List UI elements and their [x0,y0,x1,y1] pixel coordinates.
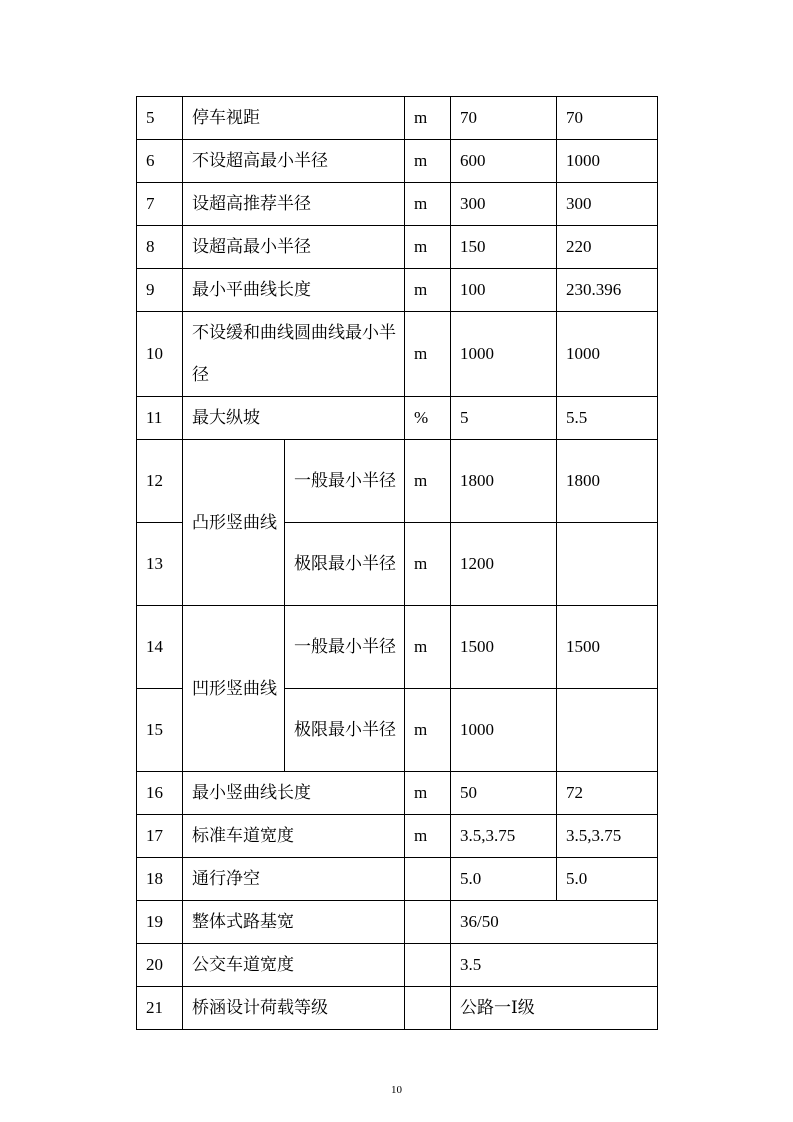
unit-cell: m [405,815,451,858]
table-row [137,183,658,226]
value-cell: 220 [557,226,658,269]
table-row [137,901,658,944]
value-cell [557,689,658,772]
value-cell: 1500 [557,606,658,689]
row-number: 5 [137,97,183,140]
row-number: 19 [137,901,183,944]
item-name: 最小平曲线长度 [183,269,405,312]
table-row [137,226,658,269]
item-name: 通行净空 [183,858,405,901]
row-number: 21 [137,987,183,1030]
unit-cell: m [405,140,451,183]
unit-cell [405,987,451,1030]
item-name: 标准车道宽度 [183,815,405,858]
page-number: 10 [391,1084,402,1096]
item-name: 极限最小半径 [285,689,405,772]
group-label: 凹形竖曲线 [183,606,285,772]
row-number: 18 [137,858,183,901]
value-cell: 1800 [557,440,658,523]
value-cell: 150 [451,226,557,269]
group-label: 凸形竖曲线 [183,440,285,606]
item-name: 最小竖曲线长度 [183,772,405,815]
item-name: 最大纵坡 [183,397,405,440]
table-row [137,312,658,397]
table-row [137,815,658,858]
row-number: 8 [137,226,183,269]
value-cell: 3.5 [451,944,658,987]
value-cell: 5.0 [557,858,658,901]
unit-cell [405,858,451,901]
value-cell: 5 [451,397,557,440]
table-row [137,606,658,689]
table-row [137,440,658,523]
item-name: 不设超高最小半径 [183,140,405,183]
row-number: 20 [137,944,183,987]
value-cell: 50 [451,772,557,815]
unit-cell: m [405,440,451,523]
item-name: 设超高推荐半径 [183,183,405,226]
value-cell: 1000 [451,312,557,397]
value-cell: 70 [557,97,658,140]
value-cell: 1000 [557,312,658,397]
value-cell: 1200 [451,523,557,606]
unit-cell: m [405,226,451,269]
item-name: 不设缓和曲线圆曲线最小半径 [183,312,405,397]
table-row [137,858,658,901]
row-number: 9 [137,269,183,312]
item-name: 桥涵设计荷载等级 [183,987,405,1030]
value-cell: 100 [451,269,557,312]
value-cell: 600 [451,140,557,183]
item-name: 一般最小半径 [285,606,405,689]
table-row [137,140,658,183]
row-number: 16 [137,772,183,815]
item-name: 整体式路基宽 [183,901,405,944]
item-name: 停车视距 [183,97,405,140]
value-cell: 5.5 [557,397,658,440]
row-number: 10 [137,312,183,397]
table-row [137,987,658,1030]
unit-cell: m [405,606,451,689]
table-row [137,772,658,815]
value-cell: 230.396 [557,269,658,312]
value-cell: 1800 [451,440,557,523]
unit-cell [405,901,451,944]
row-number: 11 [137,397,183,440]
value-cell: 5.0 [451,858,557,901]
value-cell: 36/50 [451,901,658,944]
item-name: 一般最小半径 [285,440,405,523]
table-row [137,97,658,140]
table-row [137,397,658,440]
table-row [137,269,658,312]
value-cell: 1500 [451,606,557,689]
unit-cell: m [405,312,451,397]
unit-cell: m [405,269,451,312]
row-number: 7 [137,183,183,226]
table-row [137,944,658,987]
value-cell: 70 [451,97,557,140]
value-cell: 3.5,3.75 [451,815,557,858]
row-number: 13 [137,523,183,606]
row-number: 6 [137,140,183,183]
item-name: 设超高最小半径 [183,226,405,269]
value-cell: 1000 [557,140,658,183]
unit-cell: m [405,689,451,772]
row-number: 15 [137,689,183,772]
unit-cell: m [405,523,451,606]
value-cell: 1000 [451,689,557,772]
value-cell [557,523,658,606]
design-spec-table [136,96,658,1030]
item-name: 公交车道宽度 [183,944,405,987]
unit-cell: % [405,397,451,440]
row-number: 12 [137,440,183,523]
unit-cell: m [405,97,451,140]
value-cell: 公路一Ⅰ级 [451,987,658,1030]
row-number: 17 [137,815,183,858]
value-cell: 72 [557,772,658,815]
value-cell: 300 [557,183,658,226]
unit-cell [405,944,451,987]
unit-cell: m [405,183,451,226]
value-cell: 300 [451,183,557,226]
unit-cell: m [405,772,451,815]
row-number: 14 [137,606,183,689]
value-cell: 3.5,3.75 [557,815,658,858]
item-name: 极限最小半径 [285,523,405,606]
